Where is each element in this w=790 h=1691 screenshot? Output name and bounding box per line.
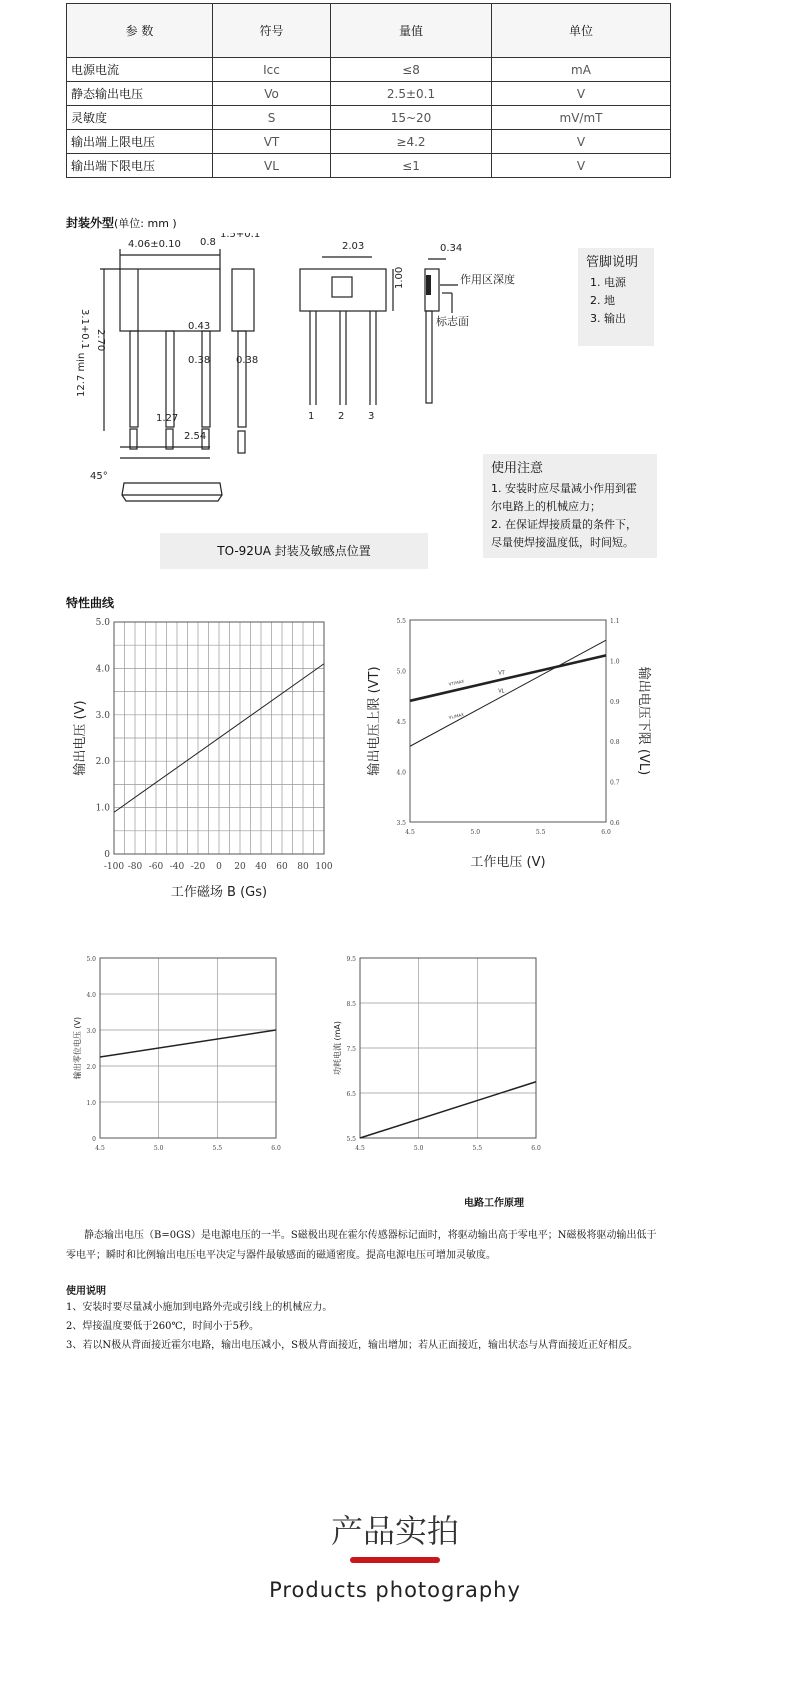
y-tick-label: 6.5 bbox=[346, 1091, 356, 1098]
usage-title: 使用说明 bbox=[66, 1286, 106, 1297]
sensing-point bbox=[426, 275, 431, 295]
y-tick-label: 2.0 bbox=[95, 757, 110, 768]
y-tick-label: 5.0 bbox=[396, 668, 406, 676]
y-tick-label: 5.0 bbox=[95, 618, 110, 628]
x-tick-label: 6.0 bbox=[531, 1145, 541, 1152]
package-caption: TO-92UA 封装及敏感点位置 bbox=[160, 533, 428, 569]
table-cell: Vo bbox=[213, 82, 331, 106]
y-tick-label: 5.5 bbox=[346, 1136, 356, 1143]
usage-notes-box bbox=[483, 454, 657, 558]
table-cell: 15~20 bbox=[331, 106, 492, 130]
y-tick-label: 2.0 bbox=[86, 1064, 96, 1071]
series-line bbox=[410, 655, 606, 700]
marking-face-label: 标志面 bbox=[436, 315, 469, 328]
usage-item: 2、焊接温度要低于260℃，时间小于5秒。 bbox=[66, 1321, 259, 1332]
x-tick-label: 80 bbox=[297, 862, 309, 872]
x-tick-label: 0 bbox=[216, 862, 222, 872]
x-tick-label: 5.5 bbox=[472, 1145, 483, 1152]
package-title: 封装外型 bbox=[66, 216, 115, 230]
dim-angle: 45° bbox=[90, 471, 108, 482]
note-line: 尽量使焊接温度低，时间短。 bbox=[491, 536, 634, 549]
usage-list bbox=[66, 1298, 766, 1355]
table-cell: 静态输出电压 bbox=[67, 82, 213, 106]
table-cell: mA bbox=[492, 58, 671, 82]
pin-item: 3. 输出 bbox=[590, 312, 626, 325]
chart-supply-current-svg bbox=[330, 950, 570, 1165]
plot-frame bbox=[100, 958, 276, 1138]
table-cell: ≤1 bbox=[331, 154, 492, 178]
table-cell: ≥4.2 bbox=[331, 130, 492, 154]
table-cell: VT bbox=[213, 130, 331, 154]
chart-supply-current bbox=[330, 950, 570, 1165]
y-tick-label: 4.0 bbox=[396, 769, 406, 777]
pin-number: 1 bbox=[308, 411, 315, 422]
x-tick-label: 60 bbox=[276, 862, 288, 872]
dim-203: 2.03 bbox=[342, 241, 365, 252]
pin-description-box bbox=[578, 248, 654, 346]
principle-line: 静态输出电压（B=0GS）是电源电压的一半。S磁极出现在霍尔传感器标记面时，将驱动输出高于零电平；N磁极将驱动输出低于 bbox=[84, 1230, 657, 1241]
title-underline bbox=[350, 1557, 440, 1563]
dim-height: 3.1+0.1 bbox=[79, 309, 90, 350]
notes-title: 使用注意 bbox=[491, 461, 544, 476]
y2-tick-label: 1.0 bbox=[610, 658, 620, 666]
x-tick-label: 5.0 bbox=[413, 1145, 424, 1152]
x-tick-label: 40 bbox=[255, 862, 267, 872]
y-tick-label: 5.0 bbox=[86, 956, 96, 963]
y-tick-label: 8.5 bbox=[346, 1001, 356, 1008]
x-tick-label: -80 bbox=[127, 862, 143, 872]
x-tick-label: 5.5 bbox=[212, 1145, 223, 1152]
x-tick-label: 5.0 bbox=[153, 1145, 164, 1152]
y-tick-label: 4.0 bbox=[95, 664, 110, 675]
package-body-sensor bbox=[300, 269, 386, 311]
table-header-row bbox=[67, 4, 671, 58]
y2-tick-label: 1.1 bbox=[610, 618, 620, 625]
table-cell: 输出端下限电压 bbox=[67, 154, 213, 178]
y2-axis-label: 输出电压下限 (VL) bbox=[636, 666, 651, 776]
sensing-depth-label: 作用区深度 bbox=[460, 273, 515, 286]
y2-tick-label: 0.8 bbox=[610, 739, 620, 747]
chart-zero-voltage-svg bbox=[70, 950, 310, 1165]
table-cell: V bbox=[492, 82, 671, 106]
header-unit: 单位 bbox=[492, 4, 671, 58]
series-name-label: VL bbox=[498, 688, 505, 695]
y-tick-label: 4.0 bbox=[86, 992, 96, 999]
x-tick-label: -60 bbox=[148, 862, 164, 872]
y-tick-label: 3.0 bbox=[86, 1028, 96, 1035]
x-tick-label: 100 bbox=[315, 862, 333, 872]
parameter-table bbox=[66, 3, 671, 178]
table-row bbox=[67, 58, 671, 82]
series-line bbox=[360, 1082, 536, 1138]
x-tick-label: 6.0 bbox=[601, 829, 611, 836]
y-tick-label: 5.5 bbox=[396, 618, 406, 625]
table-row bbox=[67, 130, 671, 154]
y-tick-label: 0 bbox=[92, 1136, 96, 1143]
dim-270: 2.70 bbox=[95, 329, 106, 352]
series-name-label: VT bbox=[498, 670, 505, 677]
curves-title: 特性曲线 bbox=[66, 596, 115, 610]
chart-field-vs-output bbox=[62, 612, 362, 922]
dim-038a: 0.38 bbox=[188, 355, 211, 366]
x-tick-label: 4.5 bbox=[405, 829, 415, 836]
dim-lead: 12.7 min bbox=[76, 352, 87, 397]
table-cell: S bbox=[213, 106, 331, 130]
dim-100: 1.00 bbox=[394, 266, 405, 289]
header-symbol: 符号 bbox=[213, 4, 331, 58]
y-axis-label: 输出电压 (V) bbox=[73, 700, 88, 776]
y-axis-label: 输出零位电压 (V) bbox=[73, 1016, 82, 1080]
y-tick-label: 1.0 bbox=[95, 803, 110, 814]
chart-zero-voltage bbox=[70, 950, 310, 1165]
pin-number: 3 bbox=[368, 411, 375, 422]
y-tick-label: 3.0 bbox=[95, 710, 110, 721]
y-tick-label: 4.5 bbox=[396, 719, 406, 726]
table-cell: V bbox=[492, 130, 671, 154]
pin-item: 1. 电源 bbox=[590, 276, 626, 289]
package-section-title bbox=[66, 214, 177, 231]
dim-127: 1.27 bbox=[156, 413, 179, 424]
y-tick-label: 1.0 bbox=[86, 1100, 96, 1107]
note-line: 2. 在保证焊接质量的条件下， bbox=[491, 518, 637, 531]
pins-title: 管脚说明 bbox=[586, 255, 639, 270]
header-param: 参 数 bbox=[67, 4, 213, 58]
x-tick-label: -40 bbox=[169, 862, 185, 872]
series-line bbox=[100, 1030, 276, 1057]
x-axis-label: 工作电压 (V) bbox=[470, 855, 546, 870]
dim-254: 2.54 bbox=[184, 431, 207, 442]
y-tick-label: 7.5 bbox=[346, 1046, 356, 1053]
principle-line: 零电平；瞬时和比例输出电压电平决定与器件最敏感面的磁通密度。提高电源电压可增加灵敏度。 bbox=[66, 1250, 496, 1261]
dim-15: 1.5+0.1 bbox=[220, 233, 261, 240]
table-cell: V bbox=[492, 154, 671, 178]
y2-tick-label: 0.9 bbox=[610, 698, 620, 706]
x-tick-label: 4.5 bbox=[95, 1145, 105, 1152]
table-row bbox=[67, 154, 671, 178]
y-axis-label: 输出电压上限 (VT) bbox=[367, 666, 382, 776]
table-row bbox=[67, 82, 671, 106]
plot-frame bbox=[410, 620, 606, 822]
principle-title: 电路工作原理 bbox=[464, 1198, 524, 1209]
x-axis-label: 工作磁场 B (Gs) bbox=[170, 885, 268, 900]
y-tick-label: 9.5 bbox=[346, 956, 356, 963]
y2-tick-label: 0.7 bbox=[610, 779, 620, 787]
x-tick-label: 5.5 bbox=[535, 829, 546, 836]
dim-width: 4.06±0.10 bbox=[128, 239, 181, 250]
note-line: 尔电路上的机械应力； bbox=[491, 500, 601, 513]
package-unit: (单位: mm ) bbox=[114, 217, 177, 230]
table-cell: 2.5±0.1 bbox=[331, 82, 492, 106]
chart-field-vs-output-svg bbox=[62, 612, 362, 922]
y-tick-label: 3.5 bbox=[396, 820, 406, 827]
usage-item: 3、若以N极从背面接近霍尔电路，输出电压减小，S极从背面接近，输出增加；若从正面接近，输出状态与从背面接近正好相反。 bbox=[66, 1340, 638, 1351]
y-tick-label: 0 bbox=[104, 850, 110, 860]
dim-08: 0.8 bbox=[200, 237, 216, 248]
note-line: 1. 安装时应尽量减小作用到霍 bbox=[491, 482, 637, 495]
x-tick-label: -20 bbox=[190, 862, 206, 872]
y2-tick-label: 0.6 bbox=[610, 820, 620, 827]
header-value: 量值 bbox=[331, 4, 492, 58]
photography-title: 产品实拍 bbox=[330, 1512, 459, 1550]
series-tag: VL/MAX bbox=[448, 711, 465, 721]
table-cell: Icc bbox=[213, 58, 331, 82]
chart-supply-vs-limits bbox=[367, 612, 698, 902]
dim-043: 0.43 bbox=[188, 321, 211, 332]
series-tag: VT/MAX bbox=[448, 678, 465, 687]
x-tick-label: 4.5 bbox=[355, 1145, 365, 1152]
table-row bbox=[67, 106, 671, 130]
table-cell: 输出端上限电压 bbox=[67, 130, 213, 154]
x-tick-label: 6.0 bbox=[271, 1145, 281, 1152]
x-tick-label: 20 bbox=[234, 862, 246, 872]
table-cell: ≤8 bbox=[331, 58, 492, 82]
usage-item: 1、安装时要尽量减小施加到电路外壳或引线上的机械应力。 bbox=[66, 1302, 333, 1313]
pin-number: 2 bbox=[338, 411, 345, 422]
table-cell: mV/mT bbox=[492, 106, 671, 130]
table-cell: VL bbox=[213, 154, 331, 178]
dim-038b: 0.38 bbox=[236, 355, 259, 366]
dim-034: 0.34 bbox=[440, 243, 463, 254]
pin-item: 2. 地 bbox=[590, 294, 615, 307]
principle-text bbox=[66, 1226, 766, 1266]
x-tick-label: -100 bbox=[103, 862, 125, 872]
photography-subtitle: Products photography bbox=[269, 1578, 521, 1602]
table-cell: 电源电流 bbox=[67, 58, 213, 82]
table-cell: 灵敏度 bbox=[67, 106, 213, 130]
y-axis-label: 功耗电流 (mA) bbox=[333, 1020, 342, 1076]
chart-supply-vs-limits-svg bbox=[367, 612, 698, 902]
x-tick-label: 5.0 bbox=[470, 829, 481, 836]
